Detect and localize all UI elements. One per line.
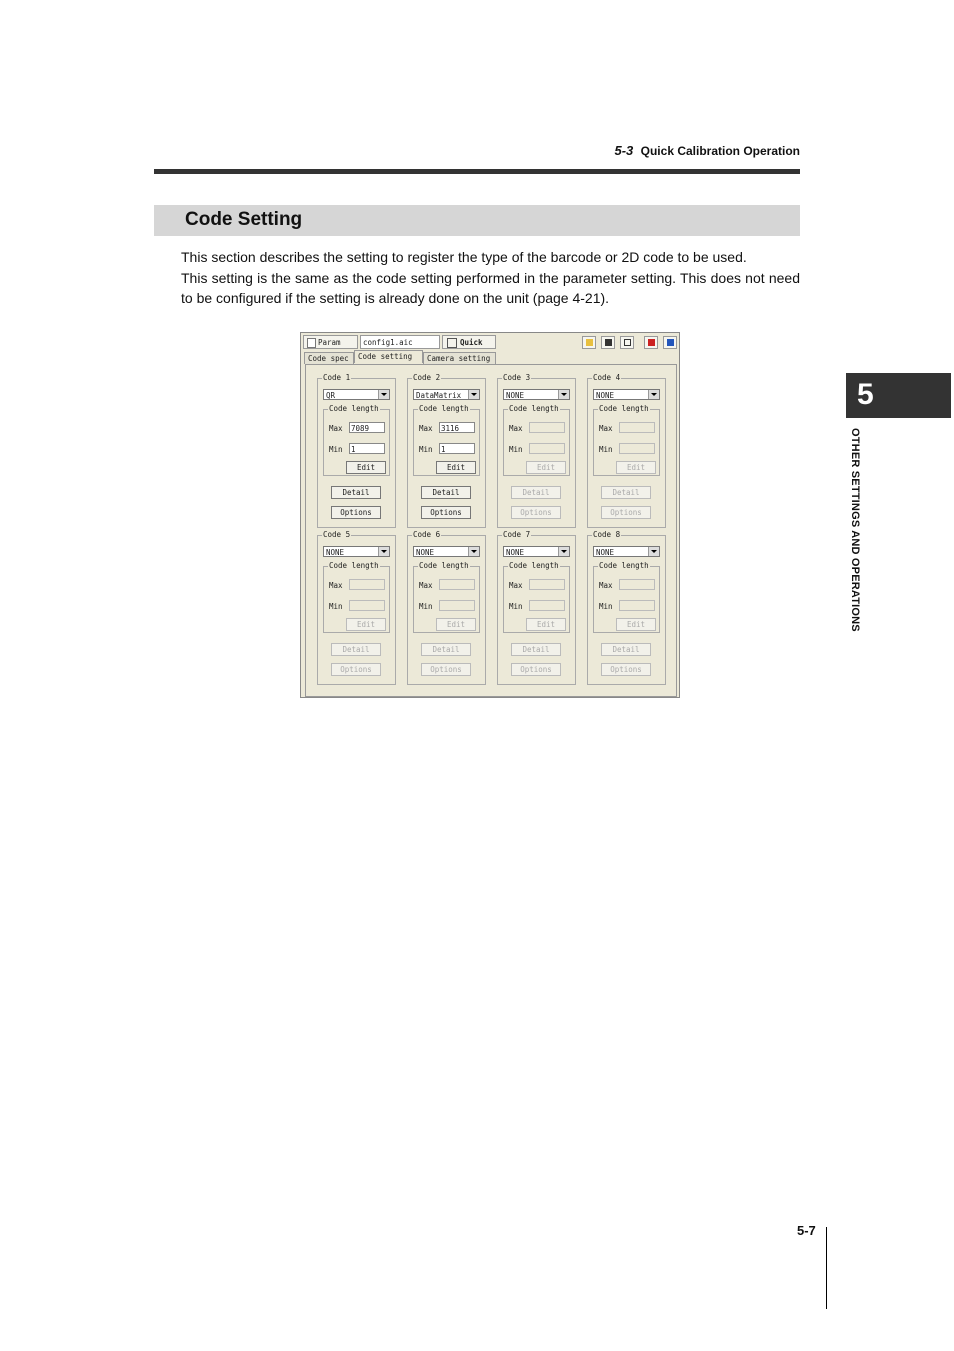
- chevron-down-icon[interactable]: [648, 390, 659, 399]
- max-label: Max: [419, 424, 433, 433]
- detail-button[interactable]: Detail: [421, 486, 471, 499]
- min-label: Min: [329, 602, 343, 611]
- max-label: Max: [509, 581, 523, 590]
- edit-button[interactable]: Edit: [436, 461, 476, 474]
- chevron-down-icon[interactable]: [558, 390, 569, 399]
- max-label: Max: [599, 424, 613, 433]
- chevron-down-icon[interactable]: [468, 390, 479, 399]
- code-length-label: Code length: [419, 561, 469, 570]
- chevron-down-icon[interactable]: [648, 547, 659, 556]
- min-input[interactable]: [349, 600, 385, 611]
- chapter-number: 5: [857, 378, 874, 411]
- detail-button[interactable]: Detail: [511, 486, 561, 499]
- section-number: 5-3: [614, 143, 634, 158]
- body-paragraph-1: This section describes the setting to register the type of the barcode or 2D code to be used.: [181, 249, 747, 265]
- running-header: [615, 143, 801, 158]
- code-type-value: DataMatrix: [416, 391, 462, 400]
- open-folder-icon[interactable]: [582, 336, 596, 349]
- code-group: [317, 530, 396, 685]
- options-button[interactable]: Options: [601, 663, 651, 676]
- detail-button[interactable]: Detail: [421, 643, 471, 656]
- detail-button[interactable]: Detail: [601, 486, 651, 499]
- code-group: [587, 373, 666, 528]
- code-length-group: [593, 561, 660, 633]
- section-title: Code Setting: [185, 209, 303, 230]
- min-label: Min: [509, 602, 523, 611]
- param-icon: [307, 338, 316, 348]
- min-input[interactable]: [619, 443, 655, 454]
- code-group-label: Code 8: [593, 530, 621, 539]
- min-label: Min: [419, 445, 433, 454]
- tab-camera-setting[interactable]: Camera setting: [423, 352, 496, 364]
- code-group: [587, 530, 666, 685]
- chevron-down-icon[interactable]: [468, 547, 479, 556]
- min-label: Min: [329, 445, 343, 454]
- code-length-group: [323, 561, 390, 633]
- min-label: Min: [599, 445, 613, 454]
- code-length-group: [413, 561, 480, 633]
- section-header-title: Quick Calibration Operation: [640, 144, 800, 158]
- chapter-tab: [846, 373, 951, 418]
- code-type-value: QR: [326, 391, 336, 400]
- code-group-label: Code 5: [323, 530, 351, 539]
- code-group-label: Code 1: [323, 373, 351, 382]
- code-type-select[interactable]: [413, 389, 480, 400]
- section-heading-bar: [154, 205, 800, 236]
- edit-button[interactable]: Edit: [346, 461, 386, 474]
- code-type-select[interactable]: [593, 546, 660, 557]
- code-length-label: Code length: [509, 404, 559, 413]
- transfer-from-unit-icon[interactable]: [663, 336, 677, 349]
- config-file-name: config1.aic: [363, 338, 413, 347]
- code-length-label: Code length: [599, 561, 649, 570]
- options-button[interactable]: Options: [421, 663, 471, 676]
- code-type-value: NONE: [596, 548, 615, 557]
- min-input[interactable]: [619, 600, 655, 611]
- code-type-value: NONE: [596, 391, 615, 400]
- header-rule: [154, 169, 800, 174]
- code-type-select[interactable]: [503, 389, 570, 400]
- min-input[interactable]: [439, 600, 475, 611]
- code-group-label: Code 6: [413, 530, 441, 539]
- config-file-field[interactable]: [360, 335, 440, 349]
- min-label: Min: [419, 602, 433, 611]
- code-group: [317, 373, 396, 528]
- code-group-label: Code 4: [593, 373, 621, 382]
- code-group-label: Code 7: [503, 530, 531, 539]
- max-input[interactable]: [349, 422, 385, 433]
- body-text: [181, 247, 800, 309]
- code-group: [497, 530, 576, 685]
- max-label: Max: [419, 581, 433, 590]
- code-group-label: Code 2: [413, 373, 441, 382]
- code-type-value: NONE: [326, 548, 345, 557]
- options-button[interactable]: Options: [511, 506, 561, 519]
- grid-icon[interactable]: [620, 336, 634, 349]
- max-input[interactable]: [439, 579, 475, 590]
- body-paragraph-2: This setting is the same as the code setting performed in the parameter setting. This does not need to be configured if the setting is already done on the unit (page 4-21).: [181, 269, 800, 306]
- code-type-select[interactable]: [323, 546, 390, 557]
- code-length-group: [593, 404, 660, 476]
- code-group-label: Code 3: [503, 373, 531, 382]
- max-input[interactable]: [619, 422, 655, 433]
- page-number: 5-7: [797, 1223, 816, 1238]
- min-input[interactable]: [349, 443, 385, 454]
- code-type-value: NONE: [506, 548, 525, 557]
- code-setting-panel: [305, 364, 677, 697]
- options-button[interactable]: Options: [331, 663, 381, 676]
- max-value: 7089: [351, 424, 370, 433]
- detail-button[interactable]: Detail: [331, 643, 381, 656]
- tab-code-setting[interactable]: Code setting: [354, 350, 423, 363]
- max-label: Max: [599, 581, 613, 590]
- edit-button[interactable]: Edit: [526, 461, 566, 474]
- chevron-down-icon[interactable]: [378, 390, 389, 399]
- detail-button[interactable]: Detail: [511, 643, 561, 656]
- options-button[interactable]: Options: [331, 506, 381, 519]
- options-button[interactable]: Options: [511, 663, 561, 676]
- code-type-select[interactable]: [593, 389, 660, 400]
- detail-button[interactable]: Detail: [601, 643, 651, 656]
- code-length-group: [503, 561, 570, 633]
- tab-code-spec[interactable]: Code spec: [304, 352, 354, 364]
- code-length-label: Code length: [599, 404, 649, 413]
- max-input[interactable]: [529, 579, 565, 590]
- edit-button[interactable]: Edit: [346, 618, 386, 631]
- edit-button[interactable]: Edit: [526, 618, 566, 631]
- max-value: 3116: [441, 424, 460, 433]
- code-length-label: Code length: [509, 561, 559, 570]
- edit-button[interactable]: Edit: [616, 461, 656, 474]
- code-type-value: NONE: [416, 548, 435, 557]
- chapter-side-label: OTHER SETTINGS AND OPERATIONS: [849, 428, 861, 632]
- min-value: 1: [351, 445, 356, 454]
- code-type-select[interactable]: [503, 546, 570, 557]
- max-label: Max: [509, 424, 523, 433]
- code-length-group: [503, 404, 570, 476]
- param-button[interactable]: [303, 335, 358, 349]
- code-length-group: [413, 404, 480, 476]
- save-icon[interactable]: [601, 336, 615, 349]
- options-button[interactable]: Options: [421, 506, 471, 519]
- code-type-select[interactable]: [323, 389, 390, 400]
- quick-button[interactable]: [442, 335, 496, 349]
- max-label: Max: [329, 581, 343, 590]
- detail-button[interactable]: Detail: [331, 486, 381, 499]
- code-length-label: Code length: [329, 404, 379, 413]
- min-input[interactable]: [529, 443, 565, 454]
- param-label: Param: [318, 338, 341, 347]
- max-label: Max: [329, 424, 343, 433]
- min-value: 1: [441, 445, 446, 454]
- code-length-group: [323, 404, 390, 476]
- max-input[interactable]: [439, 422, 475, 433]
- max-input[interactable]: [349, 579, 385, 590]
- code-group: [497, 373, 576, 528]
- code-group: [407, 530, 486, 685]
- chevron-down-icon[interactable]: [378, 547, 389, 556]
- code-group: [407, 373, 486, 528]
- min-input[interactable]: [529, 600, 565, 611]
- app-window: [300, 332, 680, 698]
- code-length-label: Code length: [329, 561, 379, 570]
- min-label: Min: [509, 445, 523, 454]
- min-label: Min: [599, 602, 613, 611]
- edit-button[interactable]: Edit: [616, 618, 656, 631]
- quick-label: Quick: [460, 338, 483, 347]
- edit-button[interactable]: Edit: [436, 618, 476, 631]
- chevron-down-icon[interactable]: [558, 547, 569, 556]
- code-type-select[interactable]: [413, 546, 480, 557]
- max-input[interactable]: [619, 579, 655, 590]
- max-input[interactable]: [529, 422, 565, 433]
- code-length-label: Code length: [419, 404, 469, 413]
- transfer-to-unit-icon[interactable]: [644, 336, 658, 349]
- min-input[interactable]: [439, 443, 475, 454]
- footer-rule: [826, 1227, 827, 1309]
- quick-icon: [447, 338, 457, 348]
- options-button[interactable]: Options: [601, 506, 651, 519]
- code-type-value: NONE: [506, 391, 525, 400]
